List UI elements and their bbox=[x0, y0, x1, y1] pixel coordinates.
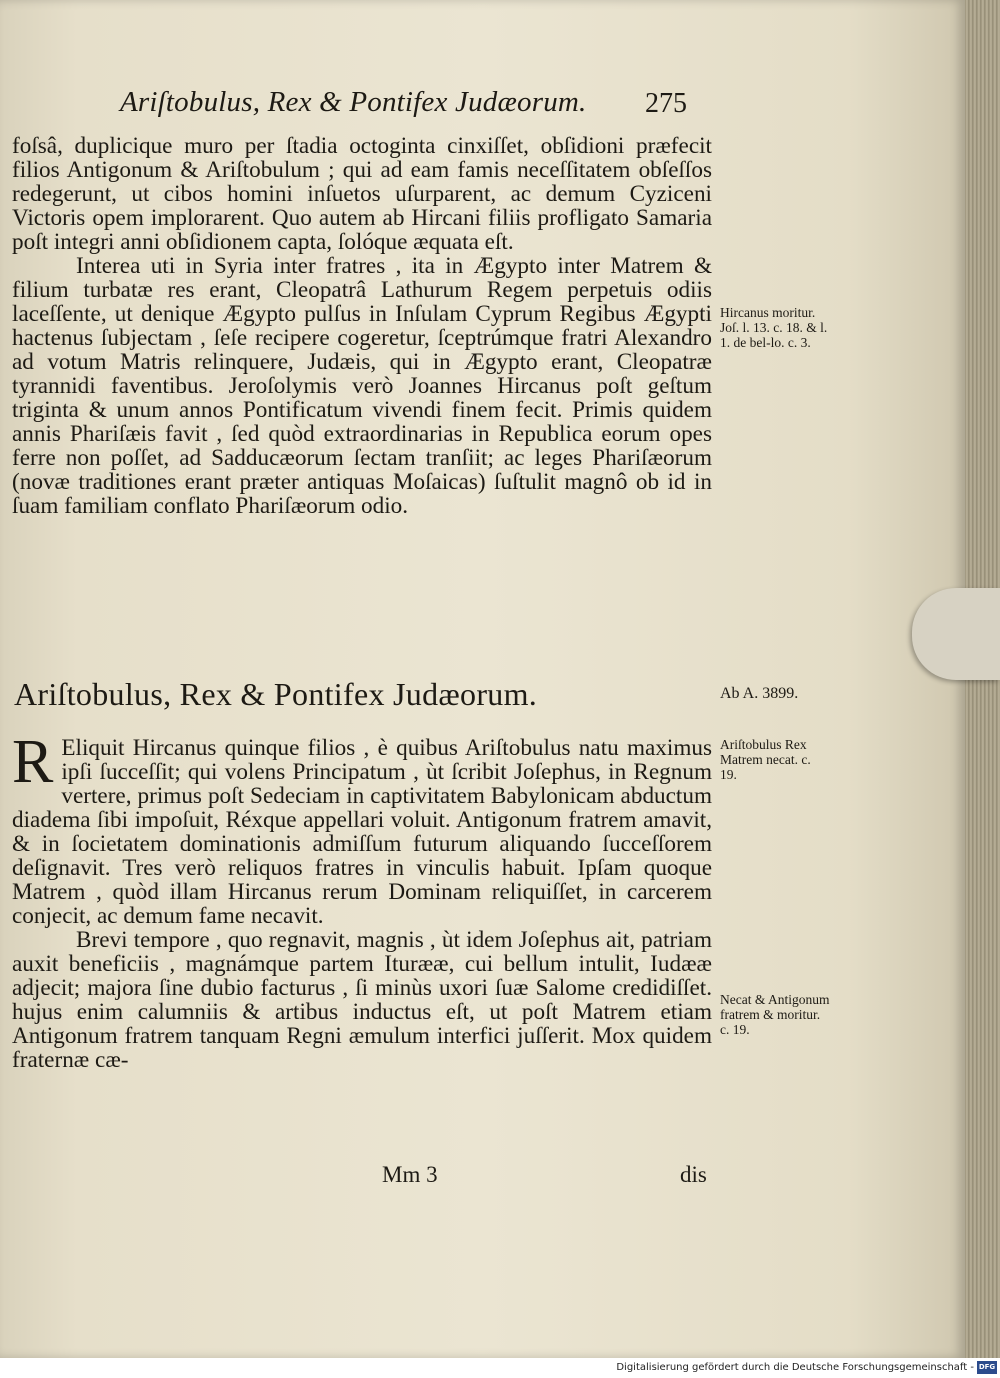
margin-note-hircanus: Hircanus moritur. Joſ. l. 13. c. 18. & l. 1. de bel-lo. c. 3. bbox=[720, 305, 828, 350]
paragraph-3 bbox=[12, 728, 712, 929]
drop-cap: R bbox=[12, 728, 54, 796]
paragraph-3-text: Eliquit Hircanus quinque filios , è quibus Ariſtobulus natu maximus ipſi ſucceſſit; qui volens Principatum , ùt ſcribit Joſephus, in Regnum vertere, primus poſt Sedeciam in captivitatem Babylonicam abductum diadema ſibi impoſuit, Réxque appellari voluit. Antigonum fratrem amavit, & in ſocietatem dominationis admiſſum futurum aliquando ſucceſſorem deſignavit. Tres verò reliquos fratres in vinculis habuit. Ipſam quoque Matrem , quòd illam Hircanus rerum Dominam reliquiſſet, in carcerem conjecit, ac demum fame necavit. bbox=[12, 735, 712, 929]
body-upper bbox=[12, 134, 712, 518]
margin-note-year: Ab A. 3899. bbox=[720, 685, 799, 702]
paragraph-1: foſsâ, duplicique muro per ſtadia octoginta cinxiſſet, obſidioni præfecit filios Antigonum & Ariſtobulum ; qui ad eam famis neceſſitatem obſeſſos redegerunt, ut cibos homini inſuetos uſurparent, ac demum Cyziceni Victoris opem implorarent. Quo autem ab Hircani filiis profligato Samaria poſt integri anni obſidionem capta, ſolóque æquata eſt. bbox=[12, 133, 712, 255]
margin-note-aristobulus: Ariſtobulus Rex Matrem necat. c. 19. bbox=[720, 737, 811, 782]
signature-mark: Mm 3 bbox=[382, 1162, 438, 1187]
paragraph-4: Brevi tempore , quo regnavit, magnis , ùt idem Joſephus ait, patriam auxit beneficiis , magnámque partem Iturææ, cui bellum intulit, Iudææ adjecit; majora ſine dubio facturus , ſi minùs uxori ſuæ Salome credidiſſet. hujus enim calumniis & artibus inductus eſt, ut poſt Matrem etiam Antigonum fratrem tanquam Regni æmulum interfici juſſerit. Mox quidem fraternæ cæ- bbox=[12, 927, 712, 1073]
margin-note-necat: Necat & Antigonum fratrem & moritur. c. 19. bbox=[720, 992, 830, 1037]
footer-credit: Digitalisierung gefördert durch die Deutsche Forschungsgemeinschaft - bbox=[616, 1362, 974, 1373]
section-title: Ariſtobulus, Rex & Pontifex Judæorum. bbox=[14, 676, 538, 712]
running-head: Ariſtobulus, Rex & Pontifex Judæorum. bbox=[120, 86, 587, 118]
page-clip bbox=[912, 588, 1000, 680]
catchword: dis bbox=[680, 1162, 707, 1187]
body-lower bbox=[12, 728, 712, 1073]
page-number: 275 bbox=[645, 88, 687, 119]
dfg-logo: DFG bbox=[977, 1361, 997, 1374]
paragraph-2: Interea uti in Syria inter fratres , ita in Ægypto inter Matrem & filium turbatæ res erant, Cleopatrâ Lathurum Regem perpetuis odiis laceſſente, ut denique Ægypto pulſus in Inſulam Cyprum Regibus Ægypti hactenus ſubjectam , ſeſe recipere cogeretur, ſceptrúmque fratri Alexandro ad votum Matris relinquere, Judæis, qui in Ægypto erant, Cleopatræ tyrannidi faventibus. Jeroſolymis verò Joannes Hircanus poſt geſtum triginta & unum annos Pontificatum vivendi finem fecit. Primis quidem annis Phariſæis favit , ſed quòd extraordinarias in Republica eorum opes ferre non poſſet, ad Sadducæorum ſectam tranſiit; ac leges Phariſæorum (novæ traditiones erant præter antiquas Moſaicas) ſuſtulit magnô ob id in ſuam familiam conflato Phariſæorum odio. bbox=[12, 253, 712, 519]
